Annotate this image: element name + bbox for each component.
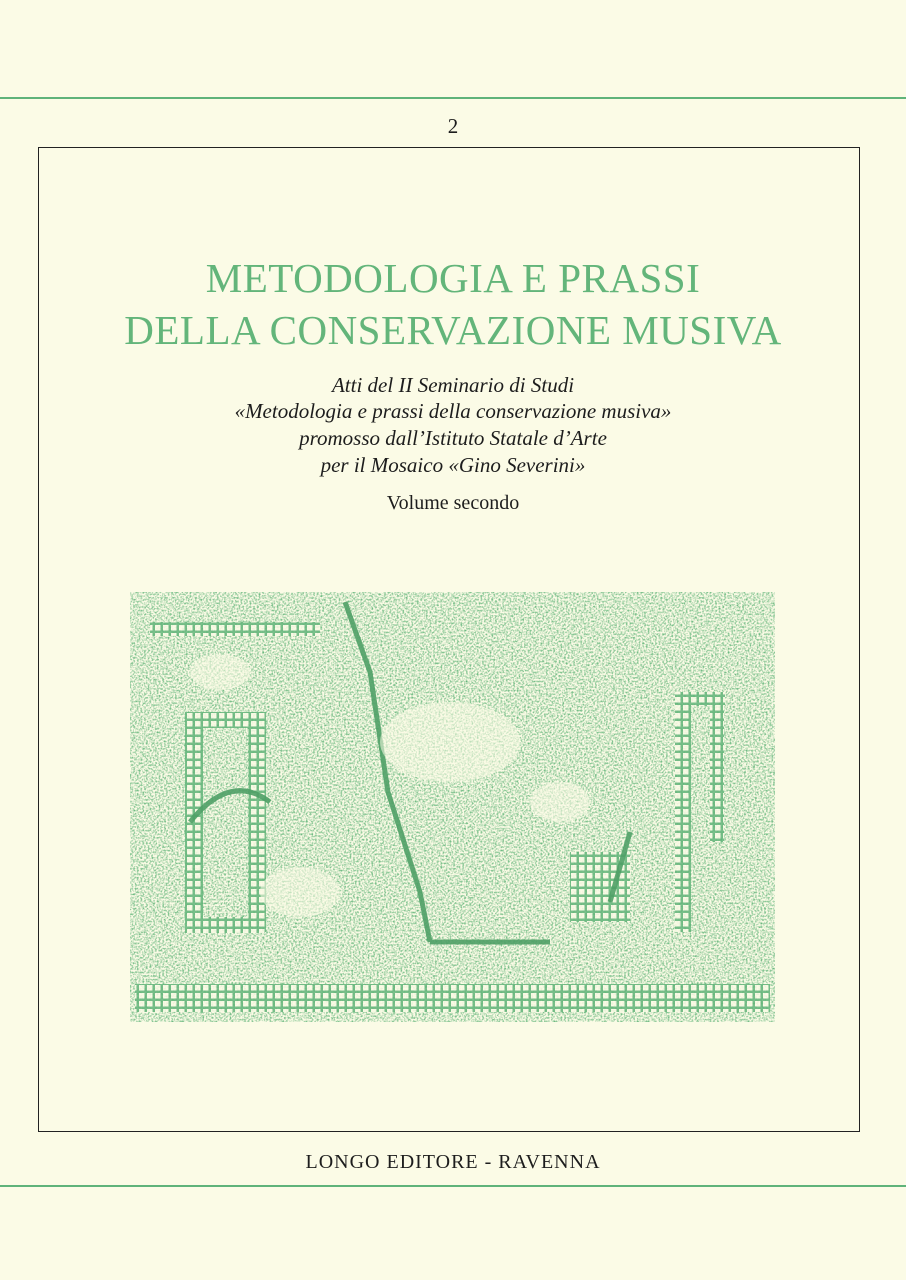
subtitle-line-3: promosso dall’Istituto Statale d’Arte [299,426,607,450]
top-rule [0,97,906,99]
publisher-imprint: LONGO EDITORE - RAVENNA [305,1151,601,1173]
title-line-2: DELLA CONSERVAZIONE MUSIVA [124,307,782,353]
subtitle-line-1: Atti del II Seminario di Studi [331,373,575,397]
bottom-rule [0,1185,906,1187]
page-number: 2 [447,114,459,138]
subtitle-line-2: «Metodologia e prassi della conservazione musiva» [234,399,672,423]
mosaic-illustration [130,592,775,1022]
title-line-1: METODOLOGIA E PRASSI [205,255,701,301]
subtitle-line-4: per il Mosaico «Gino Severini» [320,453,586,477]
volume-label: Volume secondo [386,492,520,514]
